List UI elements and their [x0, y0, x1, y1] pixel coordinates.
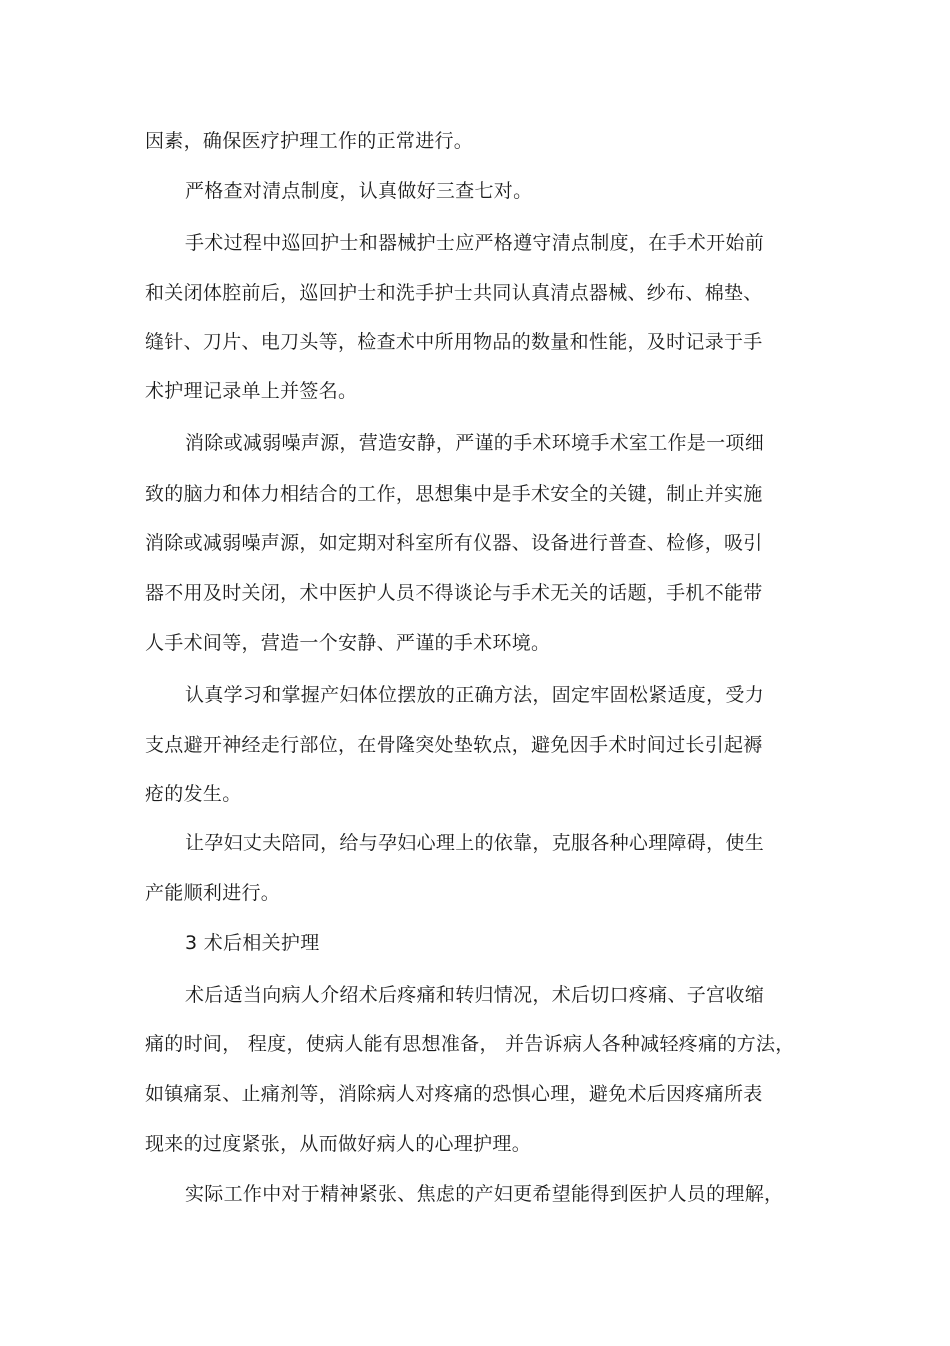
- text-line: 术后适当向病人介绍术后疼痛和转归情况，术后切口疼痛、子宫收缩: [185, 984, 765, 1006]
- text-line: 严格查对清点制度，认真做好三查七对。: [185, 180, 533, 202]
- text-line: 痛的时间， 程度，使病人能有思想准备， 并告诉病人各种减轻疼痛的方法，: [145, 1033, 795, 1055]
- text-line: 术护理记录单上并签名。: [145, 380, 358, 402]
- text-line: 让孕妇丈夫陪同，给与孕妇心理上的依靠，克服各种心理障碍，使生: [185, 832, 765, 854]
- text-line: 支点避开神经走行部位，在骨隆突处垫软点，避免因手术时间过长引起褥: [145, 734, 763, 756]
- text-line: 人手术间等，营造一个安静、严谨的手术环境。: [145, 632, 551, 654]
- text-line: 因素，确保医疗护理工作的正常进行。: [145, 130, 474, 152]
- text-line: 器不用及时关闭，术中医护人员不得谈论与手术无关的话题，手机不能带: [145, 582, 763, 604]
- text-line: 消除或减弱噪声源，营造安静，严谨的手术环境手术室工作是一项细: [185, 432, 765, 454]
- text-line: 认真学习和掌握产妇体位摆放的正确方法，固定牢固松紧适度，受力: [185, 684, 765, 706]
- text-line: 消除或减弱噪声源，如定期对科室所有仪器、设备进行普查、检修，吸引: [145, 532, 763, 554]
- text-line: 手术过程中巡回护士和器械护士应严格遵守清点制度，在手术开始前: [185, 232, 765, 254]
- text-line: 致的脑力和体力相结合的工作，思想集中是手术安全的关键，制止并实施: [145, 483, 763, 505]
- text-line: 缝针、刀片、电刀头等，检查术中所用物品的数量和性能，及时记录于手: [145, 331, 763, 353]
- text-line: 和关闭体腔前后，巡回护士和洗手护士共同认真清点器械、纱布、棉垫、: [145, 282, 763, 304]
- text-line: 现来的过度紧张，从而做好病人的心理护理。: [145, 1133, 532, 1155]
- section-heading: 3 术后相关护理: [185, 932, 320, 954]
- text-line: 疮的发生。: [145, 783, 242, 805]
- text-line: 产能顺利进行。: [145, 882, 281, 904]
- text-line: 实际工作中对于精神紧张、焦虑的产妇更希望能得到医护人员的理解，: [185, 1183, 784, 1205]
- text-line: 如镇痛泵、止痛剂等，消除病人对疼痛的恐惧心理，避免术后因疼痛所表: [145, 1083, 763, 1105]
